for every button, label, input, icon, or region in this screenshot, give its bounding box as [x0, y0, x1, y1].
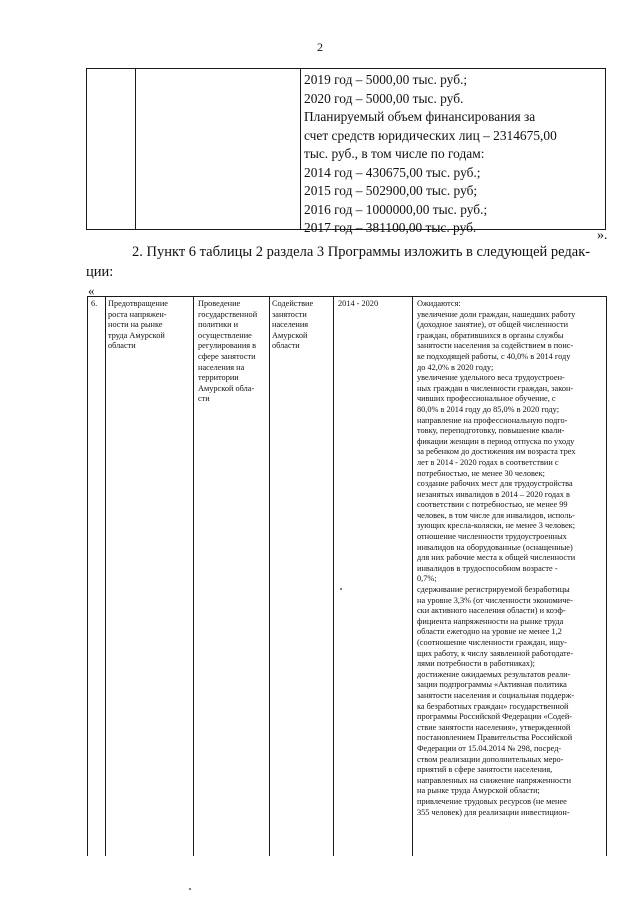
results-line: приятий в сфере занятости населения,: [417, 765, 553, 775]
results-line: увеличение доли граждан, нашедших работу: [417, 309, 576, 319]
measures-line: населения на: [198, 362, 245, 372]
measures-line: территории: [198, 373, 239, 383]
results-line: создание рабочих мест для трудоустройства: [417, 479, 573, 489]
task-line: области: [108, 341, 136, 351]
period-cell: [338, 299, 408, 310]
table-column-divider: [333, 297, 334, 856]
results-line: занятости населения и социальная поддерж-: [417, 690, 575, 700]
page-number: 2: [317, 40, 323, 54]
results-line: (доходное занятие), от общей численности: [417, 320, 569, 330]
row-number-cell: [91, 299, 105, 310]
results-line: сдерживание регистрируемой безработицы: [417, 585, 570, 595]
financing-text: [304, 71, 604, 238]
results-line: лями потребности в работниках);: [417, 659, 535, 669]
results-line: до 42,0% в 2020 году;: [417, 362, 494, 372]
financing-line: 2019 год – 5000,00 тыс. руб.;: [304, 72, 468, 87]
results-line: на рынке труда Амурской области;: [417, 786, 540, 796]
results-line: граждан, обратившихся в органы службы: [417, 330, 564, 340]
results-line: ка безработных граждан» государственной: [417, 701, 569, 711]
financing-line: 2015 год – 502900,00 тыс. руб;: [304, 183, 478, 198]
task-line: Предотвращение: [108, 299, 168, 308]
financing-line: 2014 год – 430675,00 тыс. руб.;: [304, 164, 481, 180]
executor-line: Содействие: [272, 299, 314, 308]
results-line: незанятых инвалидов в 2014 – 2020 годах в: [417, 489, 570, 499]
results-line: программы Российской Федерации «Содей-: [417, 712, 573, 722]
results-line: достижение ожидаемых результатов реали-: [417, 669, 571, 679]
measures-line: сфере занятости: [198, 351, 256, 361]
results-line: привлечение трудовых ресурсов (не менее: [417, 796, 567, 806]
results-line: 355 человек) для реализации инвестицион-: [417, 807, 570, 817]
amendment-instruction: [86, 242, 616, 282]
task-cell: [108, 299, 192, 352]
results-line: Федерации от 15.04.2014 № 298, посред-: [417, 743, 562, 753]
table-column-divider: [105, 297, 106, 856]
financing-line: 2020 год – 5000,00 тыс. руб.: [304, 90, 464, 106]
results-line: инвалидов в трудоспособном возрасте -: [417, 563, 558, 573]
results-line: инвалидов на оборудованные (оснащенные): [417, 542, 573, 552]
results-line: направление на профессиональную подго-: [417, 415, 568, 425]
executor-line: Амурской: [272, 330, 308, 340]
measures-line: политики и: [198, 320, 239, 330]
measures-line: Проведение: [198, 299, 241, 308]
measures-line: государственной: [198, 309, 258, 319]
row-number: 6.: [91, 299, 98, 308]
results-line: за ребенком до достижения им возраста трех: [417, 447, 576, 457]
results-line: лет в 2014 - 2020 годах в соответствии с: [417, 457, 559, 467]
instruction-line: 2. Пункт 6 таблицы 2 раздела 3 Программы изложить в следующей редак-: [132, 244, 591, 260]
results-line: чивших профессиональное обучение, с: [417, 394, 556, 404]
opening-quote: «: [88, 283, 95, 298]
results-line: ных граждан в численности граждан, закон-: [417, 383, 574, 393]
table-column-divider: [412, 297, 413, 856]
results-line: для них рабочие места к общей численности: [417, 553, 576, 563]
table-column-divider: [300, 69, 301, 229]
results-line: ски активного населения области) и коэф-: [417, 606, 566, 616]
results-line: соответствии с потребностью, не менее 99: [417, 500, 568, 510]
measures-line: сти: [198, 394, 210, 404]
executor-line: занятости: [272, 309, 307, 319]
measures-line: осуществление: [198, 330, 252, 340]
results-line: зующих кресла-коляски, не менее 3 человек;: [417, 521, 576, 531]
measures-line: Амурской обла-: [198, 383, 255, 393]
results-line: ством реализации дополнительных меро-: [417, 754, 564, 764]
results-line: отношение численности трудоустроенных: [417, 532, 567, 542]
financing-line: счет средств юридических лиц – 2314675,00: [304, 127, 557, 143]
financing-line: тыс. руб., в том числе по годам:: [304, 146, 485, 161]
results-line: товку, переподготовку, повышение квали-: [417, 426, 565, 436]
executor-line: населения: [272, 320, 309, 330]
task-line: ности на рынке: [108, 320, 163, 330]
results-line: щих работу, к числу заявленной работодате-: [417, 648, 574, 658]
results-line: 0,7%;: [417, 574, 437, 584]
results-line: ствие занятости населения», утвержденной: [417, 722, 571, 732]
financing-line: Планируемый объем финансирования за: [304, 109, 536, 124]
executor-line: области: [272, 341, 300, 351]
results-line: направленных на снижение напряженности: [417, 775, 572, 785]
results-line: постановлением Правительства Российской: [417, 733, 573, 743]
task-line: роста напряжен-: [108, 309, 167, 319]
task-line: труда Амурской: [108, 330, 165, 340]
results-line: человек, в том числе для инвалидов, исполь-: [417, 510, 575, 520]
measures-line: регулирования в: [198, 341, 257, 351]
measures-cell: [198, 299, 272, 405]
program-table: [87, 296, 607, 856]
results-line: Ожидаются:: [417, 299, 461, 308]
results-line: области ежегодно на уровне не менее 1,2: [417, 627, 562, 637]
financing-line: 2016 год – 1000000,00 тыс. руб.;: [304, 201, 488, 217]
results-cell: [417, 299, 607, 818]
results-line: занятости населения за содействием в поис-: [417, 341, 574, 351]
table-column-divider: [193, 297, 194, 856]
executor-cell: [272, 299, 332, 352]
closing-quote: ».: [597, 228, 608, 243]
results-line: (соотношение численности граждан, ищу-: [417, 638, 567, 647]
financing-line: 2017 год – 381100,00 тыс. руб.: [304, 220, 477, 235]
instruction-line: ции:: [86, 264, 114, 280]
results-line: на уровне 3,3% (от численности экономиче-: [417, 595, 573, 605]
period-value: 2014 - 2020: [338, 299, 379, 308]
results-line: фикации женщин в период отпуска по уходу: [417, 436, 575, 446]
table-column-divider: [135, 69, 136, 229]
scan-speck: [340, 588, 342, 590]
results-line: ке подходящей работы, с 40,0% в 2014 году: [417, 351, 571, 361]
scan-speck: [189, 888, 191, 890]
results-line: 80,0% в 2014 году до 85,0% в 2020 году;: [417, 404, 559, 414]
results-line: фициента напряженности на рынке труда: [417, 616, 564, 626]
results-line: зации подпрограммы «Активная политика: [417, 680, 567, 690]
continuation-table: [86, 68, 606, 235]
results-line: потребностью, не менее 30 человек;: [417, 468, 545, 478]
results-line: увеличение удельного веса трудоустроен-: [417, 373, 565, 383]
